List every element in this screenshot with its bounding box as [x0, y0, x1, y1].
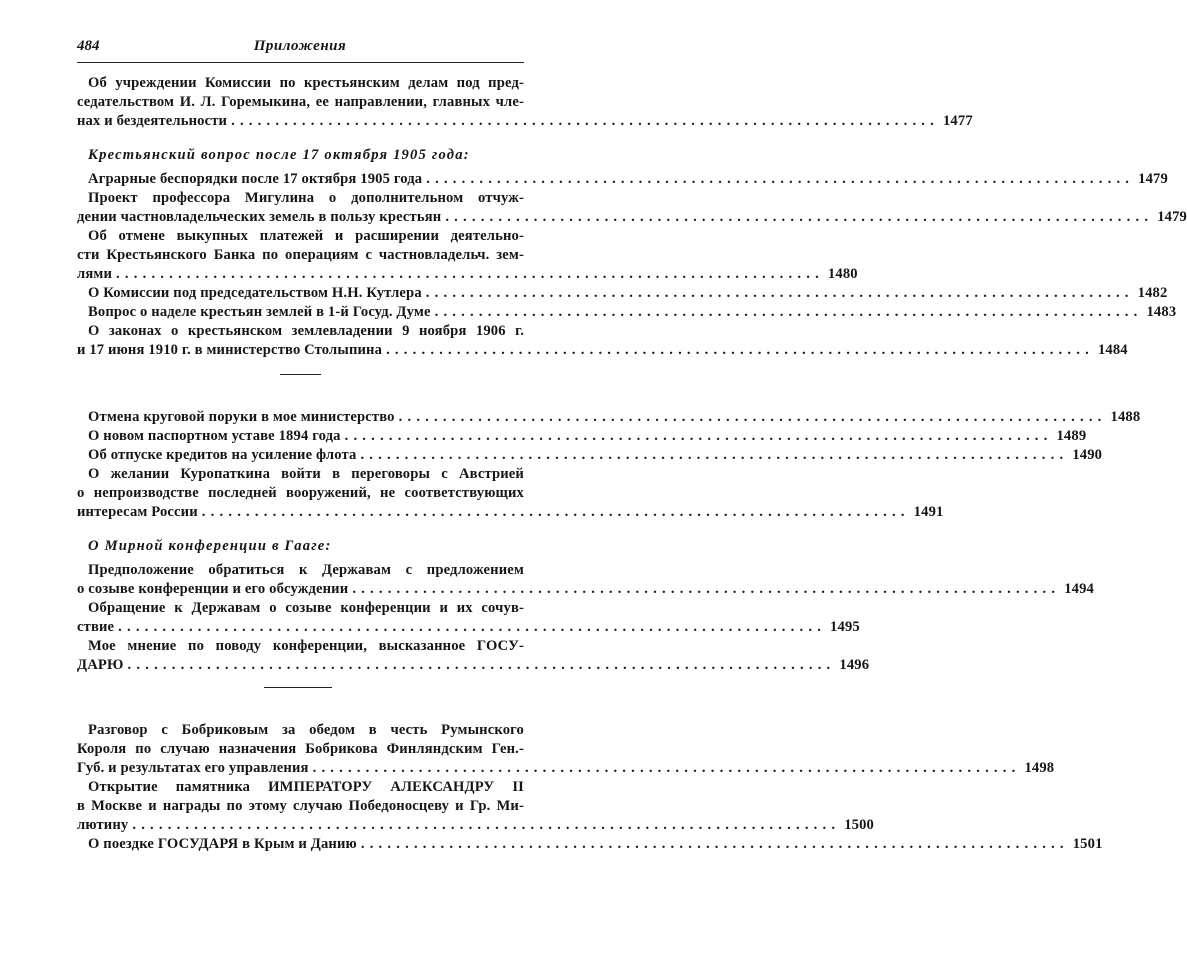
table-of-contents [77, 74, 1187, 854]
entry-line [77, 265, 858, 284]
entry-line [77, 580, 1094, 599]
entry-line: в Москве и награды по этому случаю Победоносцеву и Гр. Ми- [77, 798, 524, 814]
entry-line: Открытие памятника ИМПЕРАТОРУ АЛЕКСАНДРУ II [88, 779, 524, 795]
entry-title-text: О новом паспортном уставе 1894 года [88, 428, 341, 444]
toc-entry [77, 170, 1168, 189]
entry-page-number: 1483 [1146, 304, 1177, 320]
dot-leader: ................................................................................ [360, 447, 1069, 463]
dot-leader: ................................................................................ [360, 836, 1069, 852]
toc-entry [77, 778, 875, 835]
entry-line [77, 170, 1168, 189]
dot-leader: ................................................................................ [132, 817, 841, 833]
dot-leader: ................................................................................ [426, 171, 1135, 187]
entry-line: сти Крестьянского Банка по операциям с частновладельч. зем- [77, 247, 524, 263]
entry-line [77, 408, 1141, 427]
entry-page-number: 1488 [1110, 409, 1141, 425]
dot-leader: ................................................................................ [425, 285, 1134, 301]
page-number: 484 [77, 38, 100, 54]
entry-line: Об учреждении Комиссии по крестьянским делам под пред- [88, 75, 524, 91]
toc-entry [77, 427, 1087, 446]
entry-line: Мое мнение по поводу конференции, высказанное ГОСУ- [88, 638, 524, 654]
toc-entry [77, 465, 944, 522]
entry-line [77, 112, 973, 131]
entry-page-number: 1479 [1138, 171, 1168, 187]
dot-leader: ................................................................................ [127, 657, 836, 673]
entry-page-number: 1498 [1024, 760, 1055, 776]
toc-entry [77, 446, 1103, 465]
running-header-title: Приложения [253, 38, 347, 54]
entry-line [77, 618, 860, 637]
toc-entry [77, 303, 1177, 322]
entry-title-text: О поездке ГОСУДАРЯ в Крым и Данию [88, 836, 357, 852]
entry-line [77, 341, 1128, 360]
entry-page-number: 1501 [1072, 836, 1103, 852]
entry-line: О законах о крестьянском землевладении 9 ноября 1906 г. [88, 323, 524, 339]
entry-line [77, 759, 1055, 778]
toc-entry [77, 637, 870, 675]
entry-title-text: лютину [77, 817, 129, 833]
entry-line [77, 303, 1177, 322]
entry-page-number: 1479 [1157, 209, 1187, 225]
entry-title-text: ствие [77, 619, 115, 635]
toc-entry [77, 189, 1187, 227]
entry-line: Короля по случаю назначения Бобрикова Финляндским Ген.- [77, 741, 524, 757]
section-heading: Крестьянский вопрос после 17 октября 1905 года: [88, 147, 470, 163]
entry-line [77, 446, 1103, 465]
entry-title-text: Аграрные беспорядки после 17 октября 1905 года [88, 171, 423, 187]
entry-line [77, 503, 944, 522]
entry-line: О желании Куропаткина войти в переговоры с Австрией [88, 466, 524, 482]
entry-page-number: 1490 [1072, 447, 1103, 463]
entry-title-text: лями [77, 266, 113, 282]
entry-page-number: 1496 [839, 657, 870, 673]
toc-block [77, 408, 1141, 675]
entry-page-number: 1489 [1056, 428, 1087, 444]
dot-leader: ................................................................................ [201, 504, 910, 520]
entry-page-number: 1495 [830, 619, 860, 635]
dot-leader: ................................................................................ [445, 209, 1154, 225]
entry-page-number: 1477 [942, 113, 973, 129]
dot-leader: ................................................................................ [312, 760, 1021, 776]
dot-leader: ................................................................................ [352, 581, 1061, 597]
toc-entry [77, 835, 1103, 854]
entry-line: Об отмене выкупных платежей и расширении деятельно- [88, 228, 524, 244]
entry-line [77, 427, 1087, 446]
entry-page-number: 1484 [1097, 342, 1128, 358]
entry-title-text: о созыве конференции и его обсуждении [77, 581, 349, 597]
dot-leader: ................................................................................ [398, 409, 1107, 425]
entry-line [77, 284, 1168, 303]
entry-title-text: ДАРЮ [77, 657, 124, 673]
toc-entry [77, 227, 858, 284]
dot-leader: ................................................................................ [231, 113, 939, 129]
dot-leader: ................................................................................ [386, 342, 1094, 358]
toc-block [77, 74, 1187, 360]
toc-entry [77, 561, 1094, 599]
toc-entry [77, 74, 973, 131]
toc-block [77, 721, 1103, 854]
entry-title-text: интересам России [77, 504, 198, 520]
toc-entry [77, 322, 1128, 360]
entry-page-number: 1480 [827, 266, 858, 282]
entry-line: Предположение обратиться к Державам с предложением [88, 562, 524, 578]
entry-title-text: нах и бездеятельности [77, 113, 228, 129]
toc-entry [77, 599, 860, 637]
entry-line: о непроизводстве последней вооружений, не соответствующих [77, 485, 524, 501]
toc-entry [77, 284, 1168, 303]
entry-page-number: 1494 [1064, 581, 1094, 597]
dot-leader: ................................................................................ [118, 619, 827, 635]
toc-entry [77, 721, 1055, 778]
entry-title-text: Об отпуске кредитов на усиление флота [88, 447, 357, 463]
entry-title-text: дении частновладельческих земель в пользу крестьян [77, 209, 442, 225]
entry-line: седательством И. Л. Горемыкина, ее направлении, главных чле- [77, 94, 524, 110]
entry-title-text: Губ. и результатах его управления [77, 760, 309, 776]
entry-line [77, 816, 875, 835]
entry-line [77, 835, 1103, 854]
entry-title-text: Отмена круговой поруки в мое министерство [88, 409, 395, 425]
entry-line: Проект профессора Мигулина о дополнительном отчуж- [88, 190, 524, 206]
entry-title-text: Вопрос о наделе крестьян землей в 1-й Госуд. Думе [88, 304, 431, 320]
entry-line [77, 656, 870, 675]
dot-leader: ................................................................................ [116, 266, 824, 282]
section-separator-rule [280, 374, 321, 375]
dot-leader: ................................................................................ [344, 428, 1053, 444]
entry-line [77, 208, 1187, 227]
entry-page-number: 1491 [913, 504, 944, 520]
section-heading: О Мирной конференции в Гааге: [88, 538, 332, 554]
entry-title-text: О Комиссии под председательством Н.Н. Кутлера [88, 285, 422, 301]
toc-entry [77, 408, 1141, 427]
entry-line: Обращение к Державам о созыве конференции и их сочув- [88, 600, 524, 616]
header-rule [77, 62, 524, 63]
entry-title-text: и 17 июня 1910 г. в министерство Столыпина [77, 342, 383, 358]
dot-leader: ................................................................................ [434, 304, 1143, 320]
entry-line: Разговор с Бобриковым за обедом в честь Румынского [88, 722, 524, 738]
entry-page-number: 1482 [1137, 285, 1168, 301]
entry-page-number: 1500 [844, 817, 875, 833]
section-separator-rule [264, 687, 332, 688]
